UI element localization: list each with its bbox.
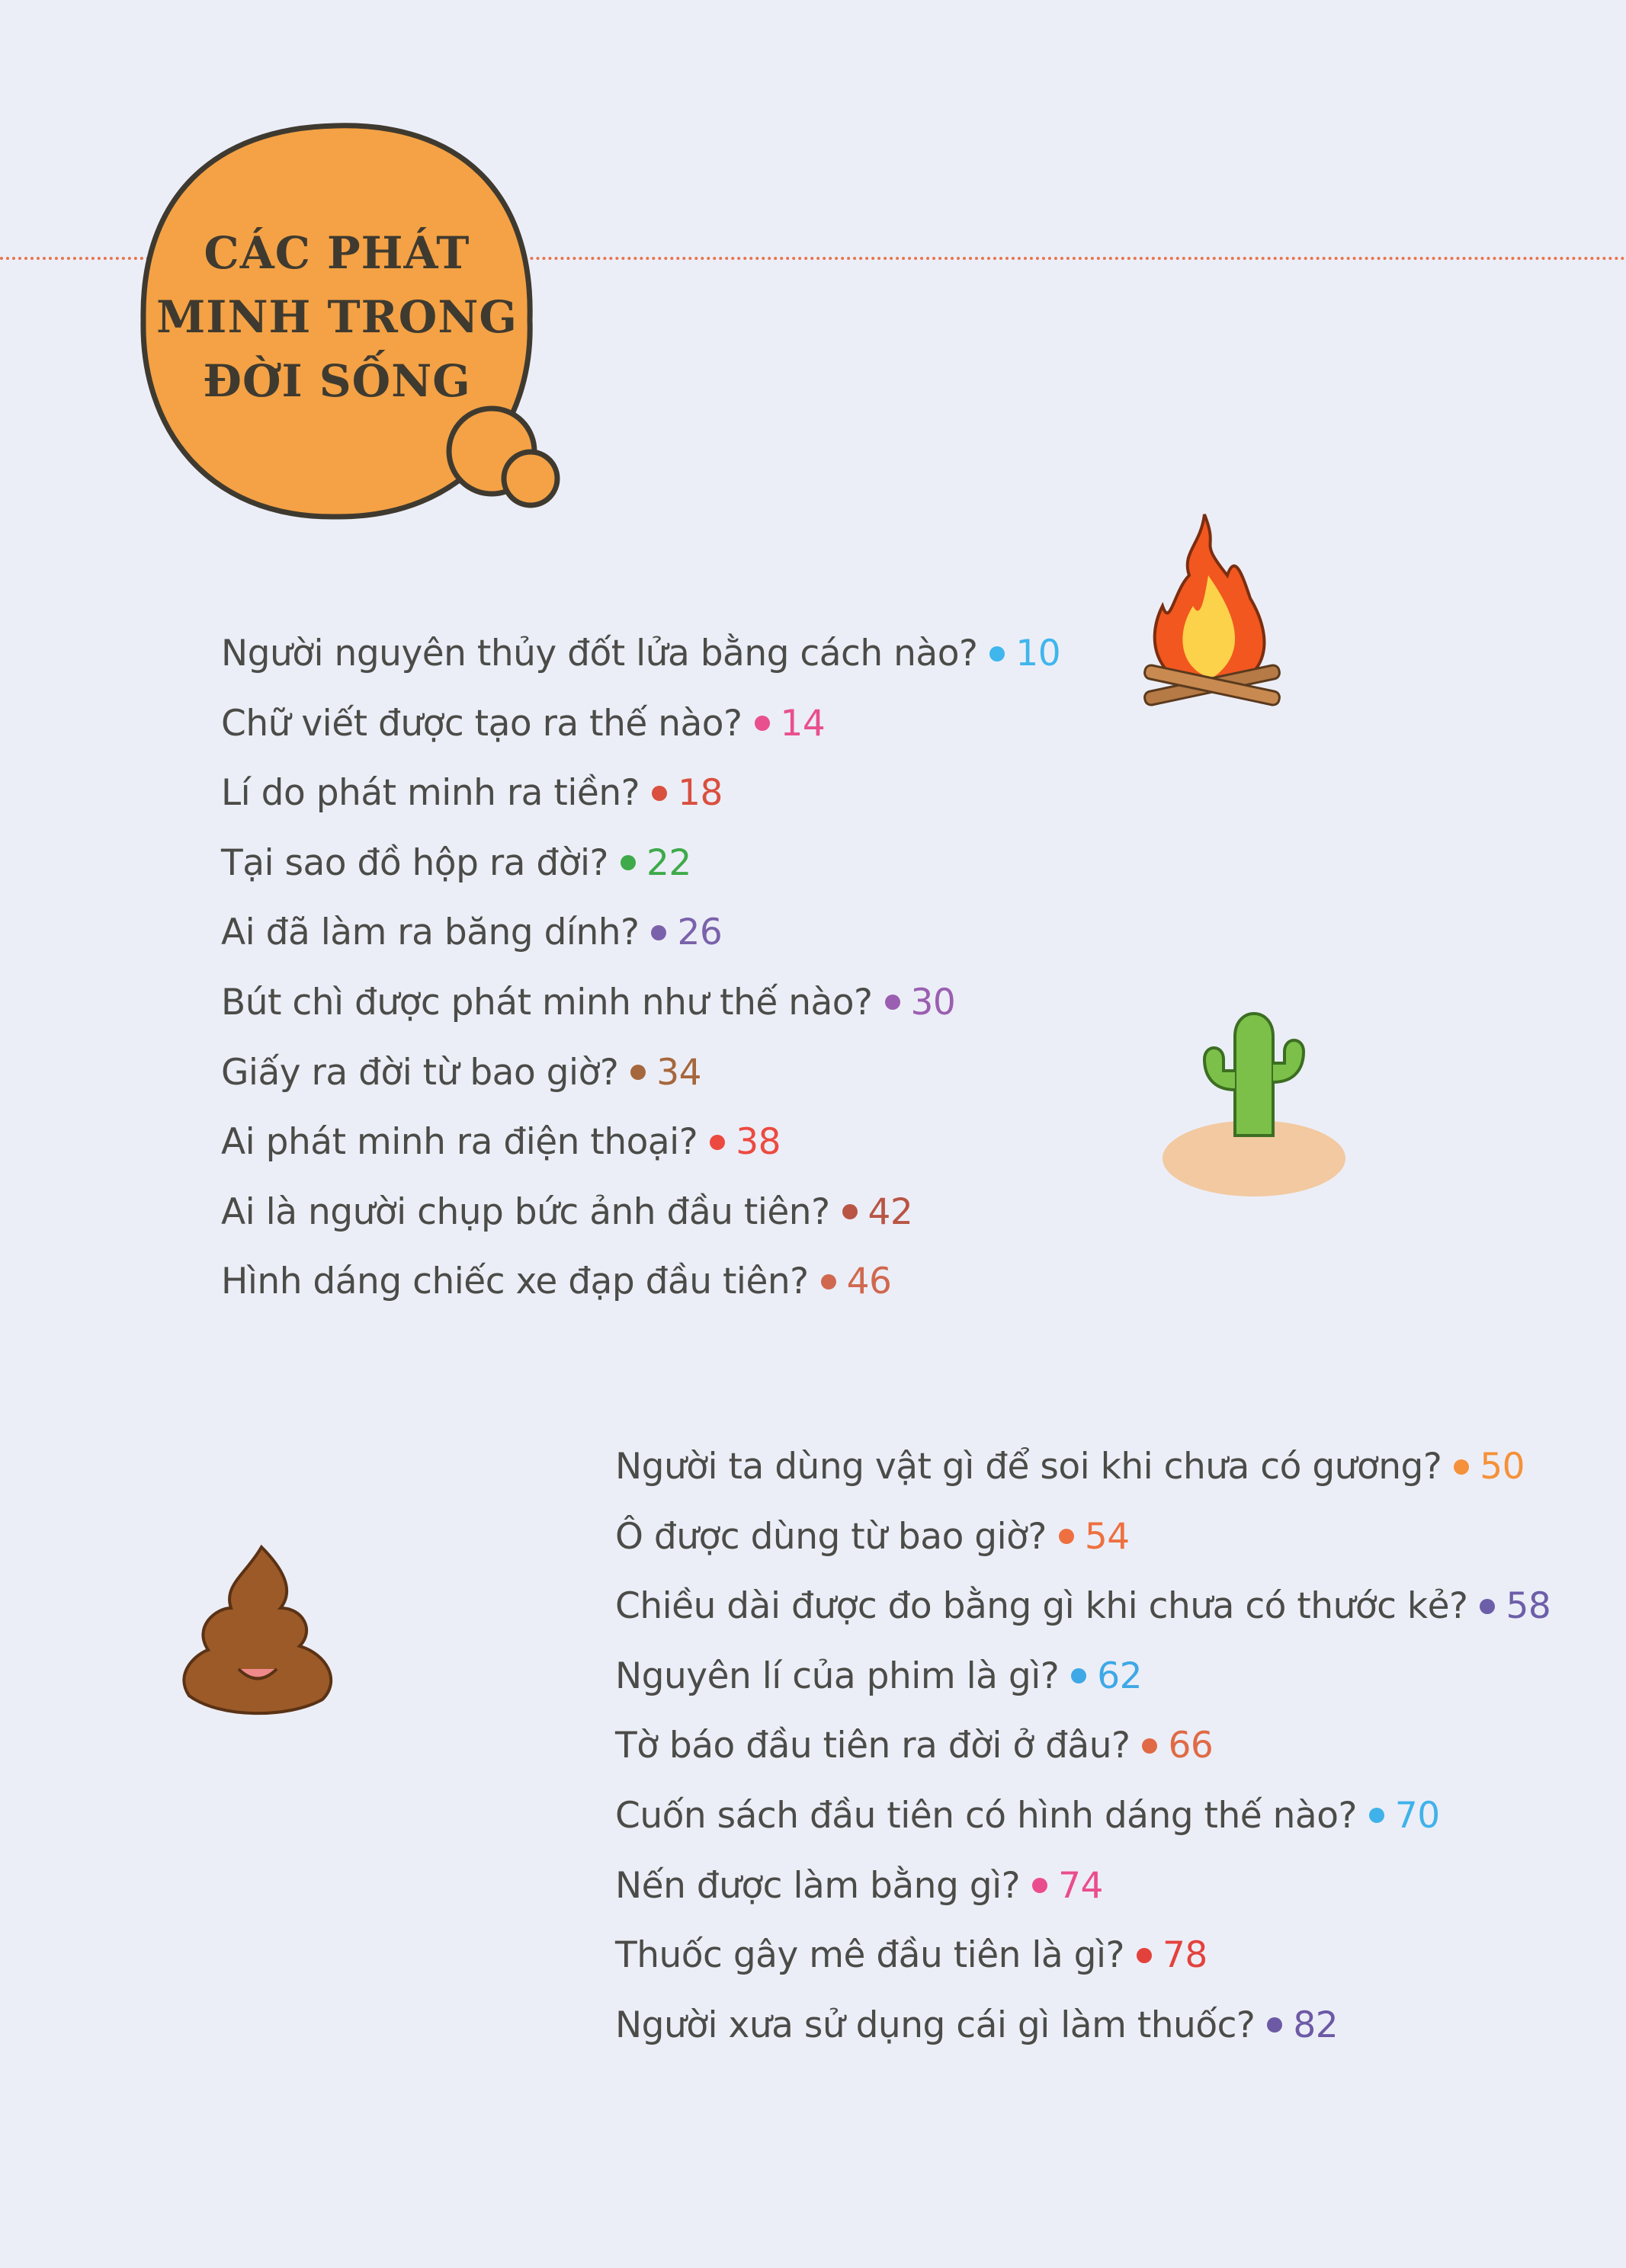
- title-line: MINH TRONG: [156, 291, 518, 343]
- bullet-dot-icon: [621, 855, 636, 870]
- toc-item[interactable]: [615, 1571, 1551, 1642]
- bullet-dot-icon: [842, 1204, 858, 1219]
- toc-question: Nến được làm bằng gì?: [615, 1864, 1021, 1907]
- title-line: CÁC PHÁT: [204, 227, 470, 279]
- toc-item[interactable]: [615, 1642, 1551, 1712]
- bullet-dot-icon: [1369, 1808, 1384, 1823]
- toc-question: Người xưa sử dụng cái gì làm thuốc?: [615, 2004, 1256, 2046]
- toc-page-number: 74: [1058, 1864, 1103, 1907]
- toc-page-number: 34: [656, 1051, 702, 1094]
- bullet-dot-icon: [885, 995, 900, 1010]
- toc-item[interactable]: [221, 828, 1060, 899]
- toc-item[interactable]: [221, 898, 1060, 968]
- toc-item[interactable]: [221, 1038, 1060, 1108]
- toc-item[interactable]: [615, 1920, 1551, 1991]
- section-title: [146, 221, 528, 413]
- bullet-dot-icon: [1032, 1878, 1047, 1893]
- toc-question: Ai đã làm ra băng dính?: [221, 911, 640, 954]
- bullet-dot-icon: [710, 1135, 725, 1150]
- toc-page-number: 22: [646, 841, 691, 884]
- toc-list-2: [615, 1432, 1551, 2060]
- bullet-dot-icon: [651, 925, 666, 940]
- cactus-illustration: [1151, 991, 1349, 1212]
- toc-question: Bút chì được phát minh như thế nào?: [221, 981, 873, 1023]
- toc-page-number: 50: [1480, 1446, 1525, 1488]
- toc-question: Chiều dài được đo bằng gì khi chưa có thước kẻ?: [615, 1585, 1468, 1628]
- toc-page-number: 70: [1394, 1794, 1440, 1837]
- toc-list-1: [221, 619, 1060, 1317]
- toc-page-number: 10: [1015, 633, 1061, 674]
- toc-item[interactable]: [615, 1781, 1551, 1851]
- toc-question: Giấy ra đời từ bao giờ?: [221, 1051, 619, 1094]
- toc-question: Người ta dùng vật gì để soi khi chưa có gương?: [615, 1446, 1442, 1488]
- toc-item[interactable]: [221, 1247, 1060, 1317]
- bullet-dot-icon: [1137, 1948, 1152, 1963]
- toc-question: Lí do phát minh ra tiền?: [221, 772, 640, 815]
- toc-page-number: 14: [780, 702, 826, 745]
- toc-item[interactable]: [615, 1711, 1551, 1781]
- title-line: ĐỜI SỐNG: [203, 355, 471, 407]
- toc-page-number: 54: [1084, 1515, 1130, 1558]
- toc-item[interactable]: [615, 1991, 1551, 2061]
- bullet-dot-icon: [755, 716, 770, 731]
- toc-question: Ô được dùng từ bao giờ?: [615, 1515, 1047, 1558]
- toc-page-number: 46: [846, 1261, 892, 1303]
- toc-question: Cuốn sách đầu tiên có hình dáng thế nào?: [615, 1794, 1357, 1837]
- toc-question: Thuốc gây mê đầu tiên là gì?: [615, 1934, 1124, 1977]
- bullet-dot-icon: [630, 1065, 646, 1080]
- toc-page-number: 58: [1506, 1585, 1551, 1628]
- toc-question: Người nguyên thủy đốt lửa bằng cách nào?: [221, 633, 978, 674]
- bullet-dot-icon: [989, 646, 1005, 662]
- toc-item[interactable]: [221, 619, 1060, 689]
- bullet-dot-icon: [821, 1274, 836, 1289]
- toc-question: Tờ báo đầu tiên ra đời ở đâu?: [615, 1725, 1131, 1767]
- toc-page-number: 18: [678, 772, 723, 815]
- toc-item[interactable]: [221, 1177, 1060, 1248]
- toc-question: Chữ viết được tạo ra thế nào?: [221, 702, 742, 745]
- toc-item[interactable]: [221, 1107, 1060, 1177]
- toc-item[interactable]: [221, 689, 1060, 759]
- bullet-dot-icon: [1454, 1459, 1469, 1475]
- toc-page-number: 30: [910, 981, 956, 1023]
- toc-page-number: 38: [736, 1121, 781, 1164]
- toc-page-number: 82: [1293, 2004, 1339, 2046]
- toc-item[interactable]: [615, 1851, 1551, 1921]
- toc-question: Ai là người chụp bức ảnh đầu tiên?: [221, 1190, 830, 1233]
- bullet-dot-icon: [652, 786, 667, 801]
- toc-item[interactable]: [615, 1502, 1551, 1572]
- bullet-dot-icon: [1059, 1529, 1074, 1544]
- toc-page-number: 62: [1097, 1655, 1143, 1697]
- bullet-dot-icon: [1480, 1599, 1495, 1614]
- toc-item[interactable]: [221, 758, 1060, 828]
- bullet-dot-icon: [1267, 2017, 1282, 2033]
- toc-page-number: 26: [677, 911, 723, 954]
- campfire-illustration: [1128, 507, 1296, 743]
- toc-question: Tại sao đồ hộp ra đời?: [221, 841, 608, 884]
- poop-illustration: [174, 1543, 342, 1722]
- toc-page-number: 66: [1168, 1725, 1214, 1767]
- toc-item[interactable]: [221, 968, 1060, 1038]
- toc-page-number: 78: [1162, 1934, 1207, 1977]
- toc-question: Nguyên lí của phim là gì?: [615, 1655, 1060, 1697]
- toc-item[interactable]: [615, 1432, 1551, 1502]
- toc-question: Ai phát minh ra điện thoại?: [221, 1121, 698, 1164]
- toc-page-number: 42: [868, 1190, 913, 1233]
- bullet-dot-icon: [1142, 1738, 1157, 1754]
- bullet-dot-icon: [1071, 1668, 1086, 1683]
- toc-question: Hình dáng chiếc xe đạp đầu tiên?: [221, 1261, 809, 1303]
